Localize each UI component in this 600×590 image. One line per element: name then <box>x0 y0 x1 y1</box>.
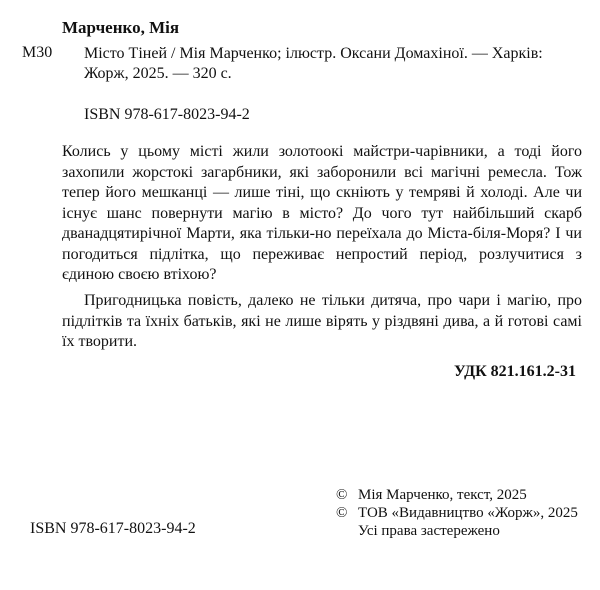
annotation-paragraph-2: Пригодницька повість, далеко не тільки дитяча, про чари і магію, про підлітків та їхніх батьків, які не лише вірять у різдвяні дива, а й готові самі їх творити. <box>62 292 582 350</box>
copyright-rights-text: Усі права застережено <box>358 523 500 539</box>
copyright-symbol: © <box>336 505 348 521</box>
isbn-top: ISBN 978-617-8023-94-2 <box>84 106 250 123</box>
annotation-paragraph-1: Колись у цьому місті жили золотоокі майстри-чарівники, а тоді його захопили жорстокі загарбники, які заборонили всі магічні ремесла. Тож тепер його мешканці — лише тіні, що скніють у темряві й холоді. Але чи існує шанс повернути магію в місто? До чого тут найбільший скарб дванадцятирічної Марти, яка тільки-но переїхала до Міста-біля-Моря? І чи погодиться підлітка, що переживає непростий період, розлучитися з єдиною своєю втіхою? <box>62 143 582 283</box>
isbn-bottom: ISBN 978-617-8023-94-2 <box>30 520 196 537</box>
bibliographic-description: Місто Тіней / Мія Марченко; ілюстр. Оксани Домахіної. — Харків: Жорж, 2025. — 320 с. <box>84 45 543 82</box>
author-heading: Марченко, Мія <box>62 18 180 37</box>
copyright-symbol: © <box>336 487 348 503</box>
copyright-line-author <box>336 486 578 504</box>
copyright-line-publisher <box>336 504 578 522</box>
copyright-publisher-text: ТОВ «Видавництво «Жорж», 2025 <box>358 505 578 521</box>
copyright-line-rights <box>336 522 578 540</box>
catalog-code: М30 <box>22 44 53 61</box>
udk-code: УДК 821.161.2-31 <box>453 363 576 380</box>
copyright-block <box>336 486 578 540</box>
copyright-author-text: Мія Марченко, текст, 2025 <box>358 487 527 503</box>
